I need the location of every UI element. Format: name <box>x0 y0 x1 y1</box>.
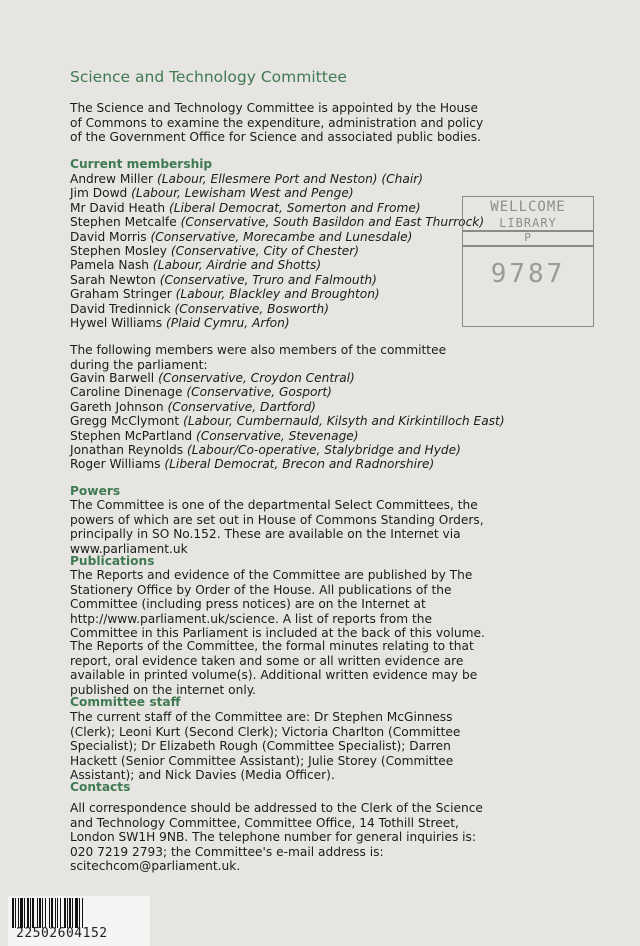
member-entry: Jonathan Reynolds (Labour/Co-operative, Stalybridge and Hyde) <box>70 443 461 458</box>
stamp-divider <box>463 245 593 247</box>
powers-heading: Powers <box>70 484 121 498</box>
member-entry: Andrew Miller (Labour, Ellesmere Port and Neston) (Chair) <box>70 172 424 186</box>
member-entry: David Morris (Conservative, Morecambe and Lunesdale) <box>70 229 413 244</box>
committee-intro: The Science and Technology Committee is appointed by the House of Commons to examine the expenditure, administration and policy of the Government Office for Science and associated public bodies. <box>70 101 484 145</box>
barcode-number: 22502604152 <box>16 926 108 941</box>
stamp-library-subname: LIBRARY <box>499 216 557 230</box>
contacts-text: All correspondence should be addressed to the Clerk of the Science and Technology Committee, Committee Office, 14 Tothill Street, London SW1H 9NB. The telephone number for general inquiries is: 020 7219 2793; the Committee's e-mail address is: scitechcom@parliament.uk. <box>70 801 483 874</box>
member-entry: Caroline Dinenage (Conservative, Gosport) <box>70 385 332 400</box>
library-stamp <box>462 196 594 327</box>
member-entry: Roger Williams (Liberal Democrat, Brecon and Radnorshire) <box>70 457 435 472</box>
member-entry: Mr David Heath (Liberal Democrat, Somerton and Frome) <box>70 200 421 215</box>
former-members-intro: The following members were also members of the committee during the parliament: <box>70 343 447 372</box>
current-members-list <box>70 172 484 330</box>
member-entry: Hywel Williams (Plaid Cymru, Arfon) <box>70 316 290 331</box>
committee-staff-text: The current staff of the Committee are: Dr Stephen McGinness (Clerk); Leoni Kurt (Second Clerk); Victoria Charlton (Committee Specialist); Dr Elizabeth Rough (Committee Specialist); Darren Hackett (Senior Committee Assistant); Julie Storey (Committee Assistant); and Nick Davies (Media Officer). <box>70 710 461 783</box>
stamp-mark: P <box>524 231 532 244</box>
member-entry: Sarah Newton (Conservative, Truro and Falmouth) <box>70 272 377 287</box>
current-membership-heading: Current membership <box>70 157 213 171</box>
member-entry: Pamela Nash (Labour, Airdrie and Shotts) <box>70 258 322 273</box>
member-entry: Gareth Johnson (Conservative, Dartford) <box>70 399 316 414</box>
stamp-accession-number: 9787 <box>490 259 566 289</box>
powers-text: The Committee is one of the departmental Select Committees, the powers of which are set out in House of Commons Standing Orders, principally in SO No.152. These are available on the Internet via www.parliament.uk <box>70 498 484 556</box>
member-entry: Graham Stringer (Labour, Blackley and Broughton) <box>70 287 380 302</box>
publications-text: The Reports and evidence of the Committee are published by The Stationery Office by Order of the House. All publications of the Committee (including press notices) are on the Internet at http://www.parliament.uk/science. A list of reports from the Committee in this Parliament is included at the back of this volume. <box>70 568 485 641</box>
contacts-heading: Contacts <box>70 780 131 794</box>
member-entry: Jim Dowd (Labour, Lewisham West and Penge) <box>70 186 354 201</box>
stamp-library-name: WELLCOME <box>490 199 566 215</box>
member-entry: Gavin Barwell (Conservative, Croydon Central) <box>70 371 355 385</box>
committee-staff-heading: Committee staff <box>70 695 181 709</box>
member-entry: Stephen Metcalfe (Conservative, South Basildon and East Thurrock) <box>70 215 485 230</box>
member-entry: Gregg McClymont (Labour, Cumbernauld, Kilsyth and Kirkintilloch East) <box>70 414 505 429</box>
page-title: Science and Technology Committee <box>70 68 347 86</box>
publications-heading: Publications <box>70 554 155 568</box>
member-entry: Stephen Mosley (Conservative, City of Chester) <box>70 244 359 259</box>
barcode-icon <box>8 898 150 928</box>
member-entry: David Tredinnick (Conservative, Bosworth) <box>70 301 330 316</box>
former-members-list <box>70 371 505 472</box>
publications-printed-text: The Reports of the Committee, the formal minutes relating to that report, oral evidence taken and some or all written evidence are available in printed volume(s). Additional written evidence may be published on the internet only. <box>70 639 478 697</box>
member-entry: Stephen McPartland (Conservative, Stevenage) <box>70 428 359 443</box>
